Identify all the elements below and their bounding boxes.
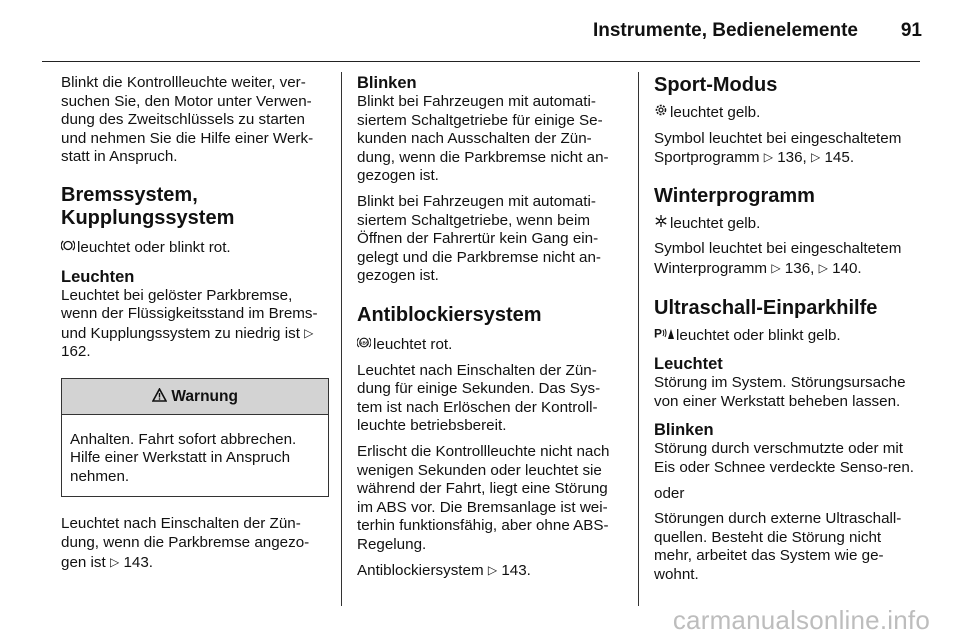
ref-arrow-icon: ▷	[811, 150, 821, 165]
section-heading-abs: Antiblockiersystem	[357, 303, 542, 326]
stoerungen-text: Störungen durch externe Ultraschall-quellen. Besteht die Störung nicht mehr, arbeitet das System wie ge-wohnt.	[654, 510, 902, 583]
subheading-leuchten: Leuchten	[61, 267, 135, 286]
subheading-blinken-park: Blinken	[654, 421, 714, 440]
ref-arrow-icon: ▷	[763, 150, 773, 165]
leuchtet-text: Störung im System. Störungsursache von einer Werkstatt beheben lassen.	[654, 374, 906, 410]
page-reference[interactable]: 136,	[784, 259, 815, 277]
abs-icon	[357, 335, 371, 354]
snowflake-icon	[654, 214, 668, 233]
page-header-title: Instrumente, Bedienelemente	[592, 20, 858, 41]
leuchten-text: Leuchtet bei gelöster Parkbremse, wenn der Flüssigkeitsstand im Brems- und Kupplungssystem zu niedrig ist ▷ 162.	[61, 286, 318, 361]
svg-text:ABS: ABS	[359, 340, 369, 346]
sport-status-text: leuchtet gelb.	[670, 104, 761, 121]
header-rule	[42, 61, 920, 62]
abs-paragraph-2: Erlischt die Kontrollleuchte nicht nach wenigen Sekunden oder leuchtet sie während der Fahrt, liegt eine Störung im ABS vor. Die Bremsanlage ist wei-terhin funktionsfähig, aber ohne ABS-Regelung.	[357, 442, 610, 553]
page-reference[interactable]: 136,	[777, 149, 807, 167]
column-2	[357, 74, 625, 588]
page-reference[interactable]: 162.	[61, 343, 91, 361]
warning-text: Anhalten. Fahrt sofort abbrechen. Hilfe einer Werkstatt in Anspruch nehmen.	[70, 430, 297, 485]
warning-box	[61, 378, 329, 497]
abs-status	[357, 335, 625, 355]
ref-arrow-icon: ▷	[487, 563, 498, 578]
abs-paragraph-1: Leuchtet nach Einschalten der Zün-dung für einige Sekunden. Das Sys-tem ist nach Erlöschen der Kontroll-leuchte betriebsbereit.	[357, 361, 601, 435]
brake-warning-icon	[61, 238, 75, 257]
ref-arrow-icon: ▷	[771, 260, 781, 275]
winter-status	[654, 214, 922, 234]
page-reference[interactable]: 143.	[123, 553, 154, 571]
park-status-text: leuchtet oder blinkt gelb.	[676, 326, 841, 344]
blinken-park-text: Störung durch verschmutzte oder mit Eis oder Schnee verdeckte Senso-ren.	[654, 440, 915, 476]
svg-text:P: P	[654, 326, 663, 340]
column-divider-2	[638, 72, 639, 606]
column-1	[61, 74, 329, 579]
page-reference[interactable]: 140.	[832, 259, 862, 277]
ref-arrow-icon: ▷	[818, 260, 828, 275]
ref-arrow-icon: ▷	[304, 325, 314, 340]
subheading-blinken: Blinken	[357, 74, 417, 92]
warning-header	[62, 379, 328, 415]
brake-status-text: leuchtet oder blinkt rot.	[77, 238, 231, 256]
column-divider-1	[341, 72, 342, 606]
sport-mode-icon	[654, 103, 668, 122]
warning-triangle-icon	[152, 388, 171, 405]
abs-status-text: leuchtet rot.	[373, 335, 453, 353]
oder-text: oder	[654, 484, 685, 502]
after-warning-text: Leuchtet nach Einschalten der Zün-dung, wenn die Parkbremse angezo-gen ist ▷ 143.	[61, 515, 310, 571]
section-heading-park: Ultraschall-Einparkhilfe	[654, 296, 878, 319]
park-status	[654, 326, 922, 346]
page-number: 91	[900, 20, 922, 41]
blinken-paragraph-1: Blinkt bei Fahrzeugen mit automati-siertem Schaltgetriebe für einige Se-kunden nach Ausschalten der Zün-dung, wenn die Parkbremse nicht an-gezogen ist.	[357, 93, 609, 185]
section-heading-winter: Winterprogramm	[654, 184, 815, 207]
watermark: carmanualsonline.info	[672, 605, 930, 635]
section-heading-sport: Sport-Modus	[654, 74, 778, 96]
page-reference[interactable]: 143.	[501, 562, 531, 580]
page-reference[interactable]: 145.	[824, 149, 855, 167]
intro-paragraph: Blinkt die Kontrollleuchte weiter, ver-suchen Sie, den Motor unter Verwen-dung des Zweitschlüssels zu starten und nehmen Sie die Hilfe einer Werk-statt in Anspruch.	[61, 74, 314, 166]
winter-text: Symbol leuchtet bei eingeschaltetem Winterprogramm ▷ 136, ▷ 140.	[654, 240, 902, 277]
warning-title: Warnung	[171, 387, 238, 405]
subheading-leuchtet: Leuchtet	[654, 355, 723, 374]
blinken-paragraph-2: Blinkt bei Fahrzeugen mit automati-siertem Schaltgetriebe, wenn beim Öffnen der Fahrertür kein Gang ein-gelegt und die Parkbremse nicht an-gezogen ist.	[357, 192, 601, 285]
column-3	[654, 74, 922, 592]
brake-status	[61, 238, 329, 258]
abs-reference: Antiblockiersystem ▷ 143.	[357, 562, 531, 580]
parking-sensor-icon	[654, 326, 674, 345]
ref-arrow-icon: ▷	[109, 554, 120, 569]
winter-status-text: leuchtet gelb.	[670, 214, 761, 232]
sport-text: Symbol leuchtet bei eingeschaltetem Sportprogramm ▷ 136, ▷ 145.	[654, 129, 902, 167]
section-heading-brake: Bremssystem, Kupplungssystem	[61, 183, 235, 229]
sport-status	[654, 103, 922, 123]
